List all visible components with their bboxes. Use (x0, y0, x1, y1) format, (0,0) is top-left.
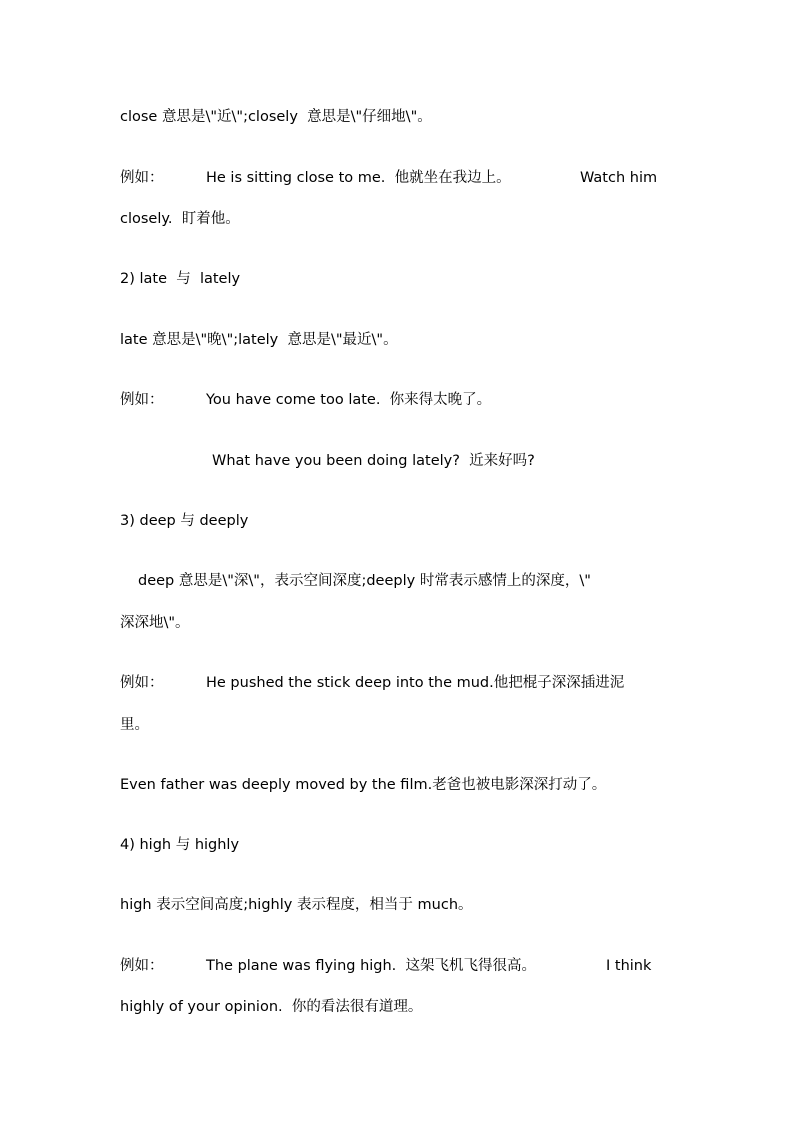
example-label: 例如： (120, 958, 164, 974)
section-heading-late: 2) late 与 lately (120, 271, 241, 287)
section-heading-deep: 3) deep 与 deeply (120, 513, 249, 529)
paragraph-deep-definition-continued: 深深地\"。 (120, 615, 190, 631)
example-sentence: The plane was flying high. 这架飞机飞得很高。 (206, 958, 537, 974)
example-sentence-continued: closely. 盯着他。 (120, 211, 240, 227)
example-sentence: Even father was deeply moved by the film.老爸也被电影深深打动了。 (120, 777, 607, 793)
example-sentence: What have you been doing lately? 近来好吗? (212, 453, 535, 469)
paragraph-late-definition: late 意思是\"晚\";lately 意思是\"最近\"。 (120, 332, 398, 348)
paragraph-deep-definition: deep 意思是\"深\"，表示空间深度;deeply 时常表示感情上的深度，\" (138, 573, 591, 589)
example-label: 例如： (120, 392, 164, 408)
example-sentence-continued: 里。 (120, 717, 149, 733)
example-sentence: He pushed the stick deep into the mud.他把棍子深深插进泥 (206, 675, 625, 691)
example-sentence: He is sitting close to me. 他就坐在我边上。 (206, 170, 511, 186)
example-sentence: You have come too late. 你来得太晚了。 (206, 392, 492, 408)
example-label: 例如： (120, 170, 164, 186)
section-heading-high: 4) high 与 highly (120, 837, 240, 853)
example-label: 例如： (120, 675, 164, 691)
paragraph-high-definition: high 表示空间高度;highly 表示程度，相当于 much。 (120, 897, 473, 913)
example-sentence: I think (606, 958, 652, 974)
paragraph-close-definition: close 意思是\"近\";closely 意思是\"仔细地\"。 (120, 109, 432, 125)
example-sentence: Watch him (580, 170, 658, 186)
example-sentence-continued: highly of your opinion. 你的看法很有道理。 (120, 999, 423, 1015)
